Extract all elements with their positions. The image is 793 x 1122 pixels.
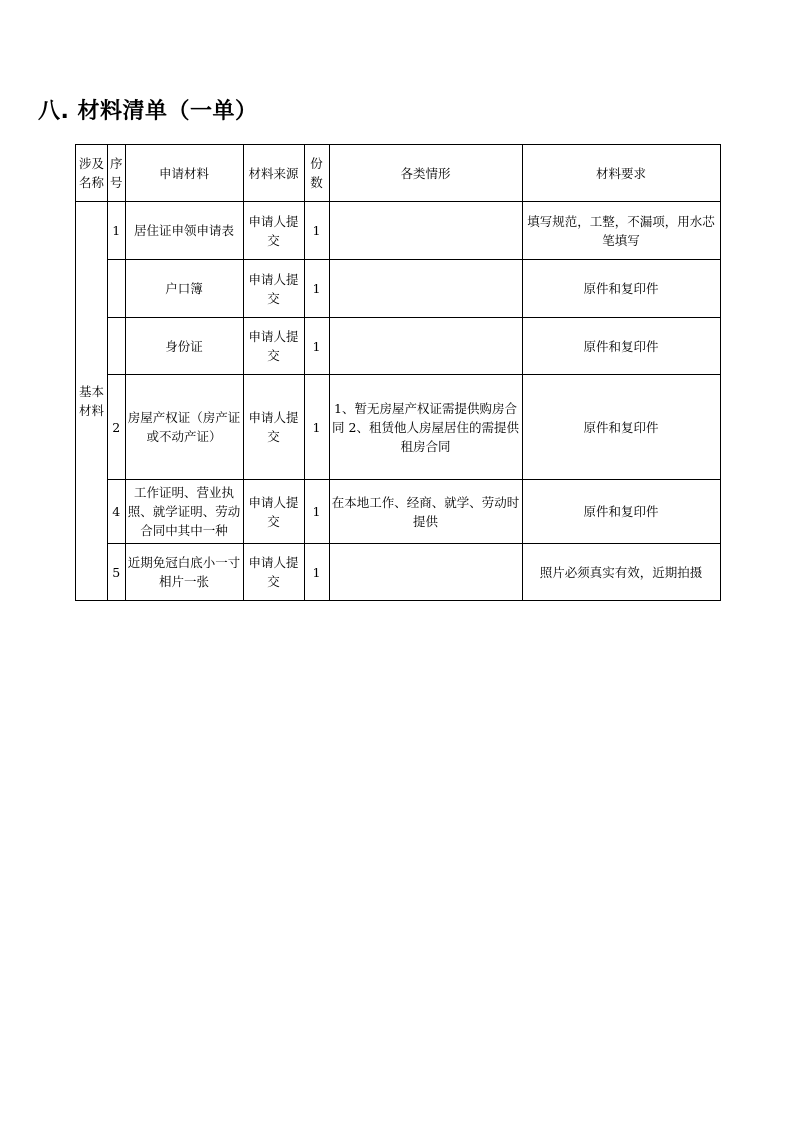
cell-requirement: 原件和复印件	[522, 375, 720, 480]
cell-source: 申请人提交	[243, 318, 304, 375]
cell-material: 居住证申领申请表	[125, 202, 243, 260]
cell-copies: 1	[304, 318, 329, 375]
cell-copies: 1	[304, 544, 329, 601]
cell-requirement: 原件和复印件	[522, 480, 720, 544]
cell-copies: 1	[304, 260, 329, 318]
cell-situation: 在本地工作、经商、就学、劳动时提供	[329, 480, 522, 544]
table-header-row	[76, 145, 721, 202]
cell-source: 申请人提交	[243, 202, 304, 260]
cell-source: 申请人提交	[243, 544, 304, 601]
cell-seq	[108, 318, 126, 375]
table-row	[76, 544, 721, 601]
cell-copies: 1	[304, 202, 329, 260]
header-seq: 序号	[108, 145, 126, 202]
cell-requirement: 原件和复印件	[522, 260, 720, 318]
header-copies: 份数	[304, 145, 329, 202]
cell-seq: 2	[108, 375, 126, 480]
cell-requirement: 原件和复印件	[522, 318, 720, 375]
cell-requirement: 填写规范，工整，不漏项，用水芯笔填写	[522, 202, 720, 260]
cell-material: 工作证明、营业执照、就学证明、劳动合同中其中一种	[125, 480, 243, 544]
header-source: 材料来源	[243, 145, 304, 202]
table-row	[76, 318, 721, 375]
header-situations: 各类情形	[329, 145, 522, 202]
cell-copies: 1	[304, 480, 329, 544]
cell-source: 申请人提交	[243, 480, 304, 544]
category-cell: 基本材料	[76, 202, 108, 601]
header-requirements: 材料要求	[522, 145, 720, 202]
header-material: 申请材料	[125, 145, 243, 202]
cell-situation: 1、暂无房屋产权证需提供购房合同 2、租赁他人房屋居住的需提供租房合同	[329, 375, 522, 480]
cell-situation	[329, 318, 522, 375]
cell-situation	[329, 544, 522, 601]
cell-source: 申请人提交	[243, 260, 304, 318]
cell-seq: 4	[108, 480, 126, 544]
cell-situation	[329, 260, 522, 318]
cell-requirement: 照片必须真实有效，近期拍摄	[522, 544, 720, 601]
cell-situation	[329, 202, 522, 260]
cell-seq: 5	[108, 544, 126, 601]
table-row	[76, 480, 721, 544]
materials-table	[75, 144, 721, 601]
header-category: 涉及名称	[76, 145, 108, 202]
cell-material: 近期免冠白底小一寸相片一张	[125, 544, 243, 601]
cell-source: 申请人提交	[243, 375, 304, 480]
cell-copies: 1	[304, 375, 329, 480]
table-row	[76, 260, 721, 318]
table-row	[76, 375, 721, 480]
cell-seq	[108, 260, 126, 318]
cell-seq: 1	[108, 202, 126, 260]
table-row	[76, 202, 721, 260]
section-title: 八. 材料清单（一单）	[38, 99, 258, 124]
cell-material: 房屋产权证（房产证或不动产证）	[125, 375, 243, 480]
cell-material: 户口簿	[125, 260, 243, 318]
cell-material: 身份证	[125, 318, 243, 375]
